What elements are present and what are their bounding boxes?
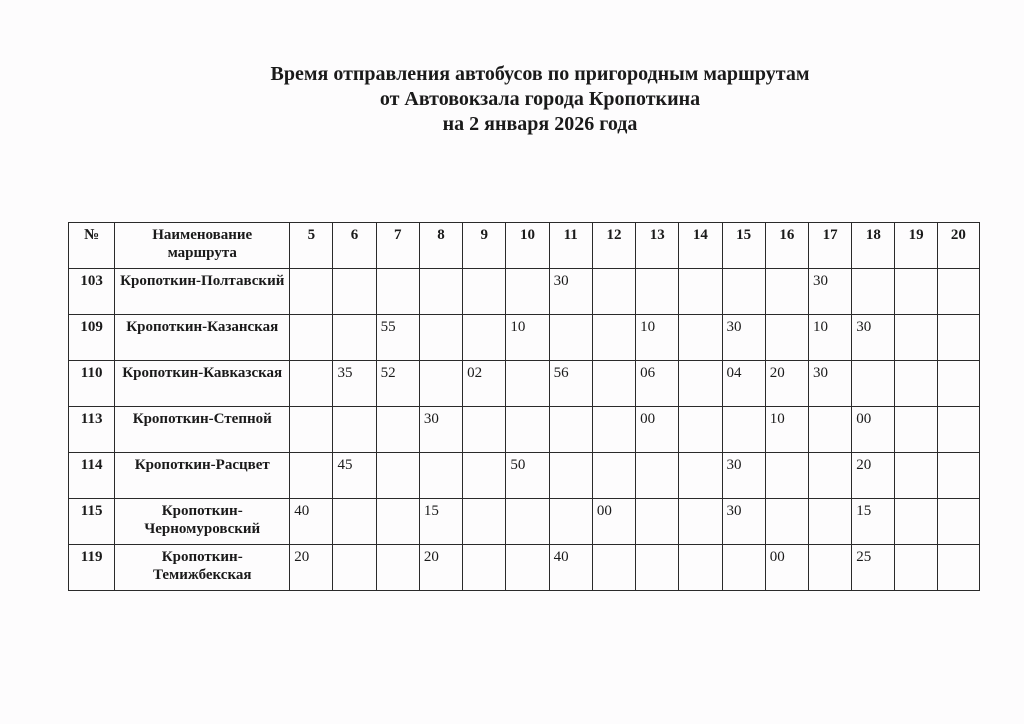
departure-time-cell <box>506 407 549 453</box>
table-row <box>69 407 980 453</box>
departure-time-cell <box>592 545 635 591</box>
table-row <box>69 361 980 407</box>
departure-time-cell <box>636 269 679 315</box>
departure-time-cell <box>376 407 419 453</box>
departure-time-cell: 30 <box>809 361 852 407</box>
route-name: Кропоткин-Кавказская <box>115 361 290 407</box>
departure-time-cell <box>333 545 376 591</box>
departure-time-cell <box>765 499 808 545</box>
departure-time-cell <box>809 499 852 545</box>
departure-time-cell <box>679 407 722 453</box>
departure-time-cell <box>549 453 592 499</box>
departure-time-cell <box>290 361 333 407</box>
header-row <box>69 223 980 269</box>
departure-time-cell <box>506 545 549 591</box>
departure-time-cell: 30 <box>722 453 765 499</box>
header-hour-19: 19 <box>895 223 937 269</box>
departure-time-cell <box>463 499 506 545</box>
departure-time-cell <box>722 269 765 315</box>
departure-time-cell: 56 <box>549 361 592 407</box>
departure-time-cell <box>463 315 506 361</box>
departure-time-cell <box>679 545 722 591</box>
departure-time-cell: 00 <box>852 407 895 453</box>
departure-time-cell <box>333 407 376 453</box>
header-hour-11: 11 <box>549 223 592 269</box>
header-hour-18: 18 <box>852 223 895 269</box>
departure-time-cell <box>419 269 462 315</box>
departure-time-cell <box>937 269 979 315</box>
departure-time-cell: 20 <box>419 545 462 591</box>
departure-time-cell <box>937 499 979 545</box>
header-hour-16: 16 <box>765 223 808 269</box>
header-num: № <box>69 223 115 269</box>
departure-time-cell <box>463 407 506 453</box>
departure-time-cell: 25 <box>852 545 895 591</box>
departure-time-cell <box>333 315 376 361</box>
route-name: Кропоткин-Расцвет <box>115 453 290 499</box>
departure-time-cell <box>895 361 937 407</box>
departure-time-cell: 30 <box>419 407 462 453</box>
title-line-3: на 2 января 2026 года <box>442 113 638 135</box>
departure-time-cell: 10 <box>765 407 808 453</box>
header-hour-13: 13 <box>636 223 679 269</box>
departure-time-cell: 50 <box>506 453 549 499</box>
header-hour-9: 9 <box>463 223 506 269</box>
departure-time-cell <box>376 545 419 591</box>
departure-time-cell <box>809 407 852 453</box>
departure-time-cell <box>722 407 765 453</box>
departure-time-cell <box>765 269 808 315</box>
route-number: 114 <box>69 453 115 499</box>
departure-time-cell <box>679 315 722 361</box>
departure-time-cell <box>506 361 549 407</box>
departure-time-cell <box>636 453 679 499</box>
departure-time-cell: 35 <box>333 361 376 407</box>
departure-time-cell <box>852 361 895 407</box>
departure-time-cell <box>376 269 419 315</box>
departure-time-cell <box>937 315 979 361</box>
route-name: Кропоткин-Полтавский <box>115 269 290 315</box>
departure-time-cell <box>333 499 376 545</box>
departure-time-cell: 40 <box>290 499 333 545</box>
departure-time-cell <box>895 315 937 361</box>
departure-time-cell <box>937 407 979 453</box>
departure-time-cell: 20 <box>290 545 333 591</box>
departure-time-cell <box>592 315 635 361</box>
title-line-2: от Автовокзала города Кропоткина <box>379 88 701 110</box>
departure-time-cell <box>937 545 979 591</box>
departure-time-cell: 30 <box>722 315 765 361</box>
departure-time-cell: 04 <box>722 361 765 407</box>
departure-time-cell: 40 <box>549 545 592 591</box>
departure-time-cell <box>636 499 679 545</box>
header-hour-10: 10 <box>506 223 549 269</box>
departure-time-cell <box>463 453 506 499</box>
departure-time-cell <box>895 453 937 499</box>
header-hour-8: 8 <box>419 223 462 269</box>
departure-time-cell <box>679 499 722 545</box>
departure-time-cell <box>549 407 592 453</box>
departure-time-cell <box>419 315 462 361</box>
departure-time-cell: 30 <box>549 269 592 315</box>
departure-time-cell <box>592 269 635 315</box>
title-line-1: Время отправления автобусов по пригородным маршрутам <box>270 63 810 85</box>
departure-time-cell <box>549 499 592 545</box>
departure-time-cell: 10 <box>809 315 852 361</box>
table-row <box>69 315 980 361</box>
departure-time-cell: 02 <box>463 361 506 407</box>
departure-time-cell <box>290 315 333 361</box>
route-number: 109 <box>69 315 115 361</box>
departure-time-cell: 10 <box>636 315 679 361</box>
departure-time-cell <box>895 407 937 453</box>
document-title <box>0 62 1024 137</box>
departure-time-cell: 55 <box>376 315 419 361</box>
departure-time-cell <box>290 269 333 315</box>
departure-time-cell <box>895 545 937 591</box>
departure-time-cell <box>809 453 852 499</box>
schedule-body <box>69 269 980 591</box>
departure-time-cell <box>419 453 462 499</box>
route-name: Кропоткин-Черномуровский <box>115 499 290 545</box>
departure-time-cell: 52 <box>376 361 419 407</box>
header-hour-17: 17 <box>809 223 852 269</box>
route-name: Кропоткин-Степной <box>115 407 290 453</box>
route-number: 115 <box>69 499 115 545</box>
departure-time-cell <box>290 453 333 499</box>
departure-time-cell <box>937 361 979 407</box>
route-number: 113 <box>69 407 115 453</box>
header-hour-14: 14 <box>679 223 722 269</box>
departure-time-cell: 45 <box>333 453 376 499</box>
departure-time-cell <box>419 361 462 407</box>
departure-time-cell: 15 <box>419 499 462 545</box>
departure-time-cell: 30 <box>722 499 765 545</box>
departure-time-cell <box>592 407 635 453</box>
table-row <box>69 499 980 545</box>
departure-time-cell <box>333 269 376 315</box>
departure-time-cell <box>463 545 506 591</box>
departure-time-cell <box>937 453 979 499</box>
header-route-name: Наименование маршрута <box>115 223 290 269</box>
departure-time-cell: 30 <box>852 315 895 361</box>
table-row <box>69 453 980 499</box>
departure-time-cell <box>765 453 808 499</box>
header-hour-15: 15 <box>722 223 765 269</box>
route-name: Кропоткин-Темижбекская <box>115 545 290 591</box>
route-number: 103 <box>69 269 115 315</box>
departure-time-cell: 00 <box>765 545 808 591</box>
table-row <box>69 545 980 591</box>
header-hour-7: 7 <box>376 223 419 269</box>
departure-time-cell: 15 <box>852 499 895 545</box>
departure-time-cell <box>895 269 937 315</box>
header-hour-6: 6 <box>333 223 376 269</box>
departure-time-cell: 10 <box>506 315 549 361</box>
departure-time-cell <box>376 453 419 499</box>
departure-time-cell <box>809 545 852 591</box>
departure-time-cell <box>679 453 722 499</box>
departure-time-cell: 00 <box>592 499 635 545</box>
departure-time-cell <box>549 315 592 361</box>
departure-time-cell <box>895 499 937 545</box>
route-name: Кропоткин-Казанская <box>115 315 290 361</box>
departure-time-cell <box>679 361 722 407</box>
departure-time-cell: 20 <box>852 453 895 499</box>
departure-time-cell <box>376 499 419 545</box>
departure-time-cell: 30 <box>809 269 852 315</box>
header-hour-20: 20 <box>937 223 979 269</box>
departure-time-cell <box>463 269 506 315</box>
departure-time-cell: 20 <box>765 361 808 407</box>
table-row <box>69 269 980 315</box>
departure-time-cell <box>506 499 549 545</box>
departure-time-cell <box>290 407 333 453</box>
schedule-table <box>68 222 980 591</box>
departure-time-cell <box>765 315 808 361</box>
departure-time-cell <box>636 545 679 591</box>
header-hour-5: 5 <box>290 223 333 269</box>
route-number: 119 <box>69 545 115 591</box>
departure-time-cell <box>679 269 722 315</box>
departure-time-cell: 06 <box>636 361 679 407</box>
route-number: 110 <box>69 361 115 407</box>
departure-time-cell <box>722 545 765 591</box>
departure-time-cell: 00 <box>636 407 679 453</box>
header-hour-12: 12 <box>592 223 635 269</box>
departure-time-cell <box>852 269 895 315</box>
departure-time-cell <box>592 453 635 499</box>
departure-time-cell <box>592 361 635 407</box>
departure-time-cell <box>506 269 549 315</box>
